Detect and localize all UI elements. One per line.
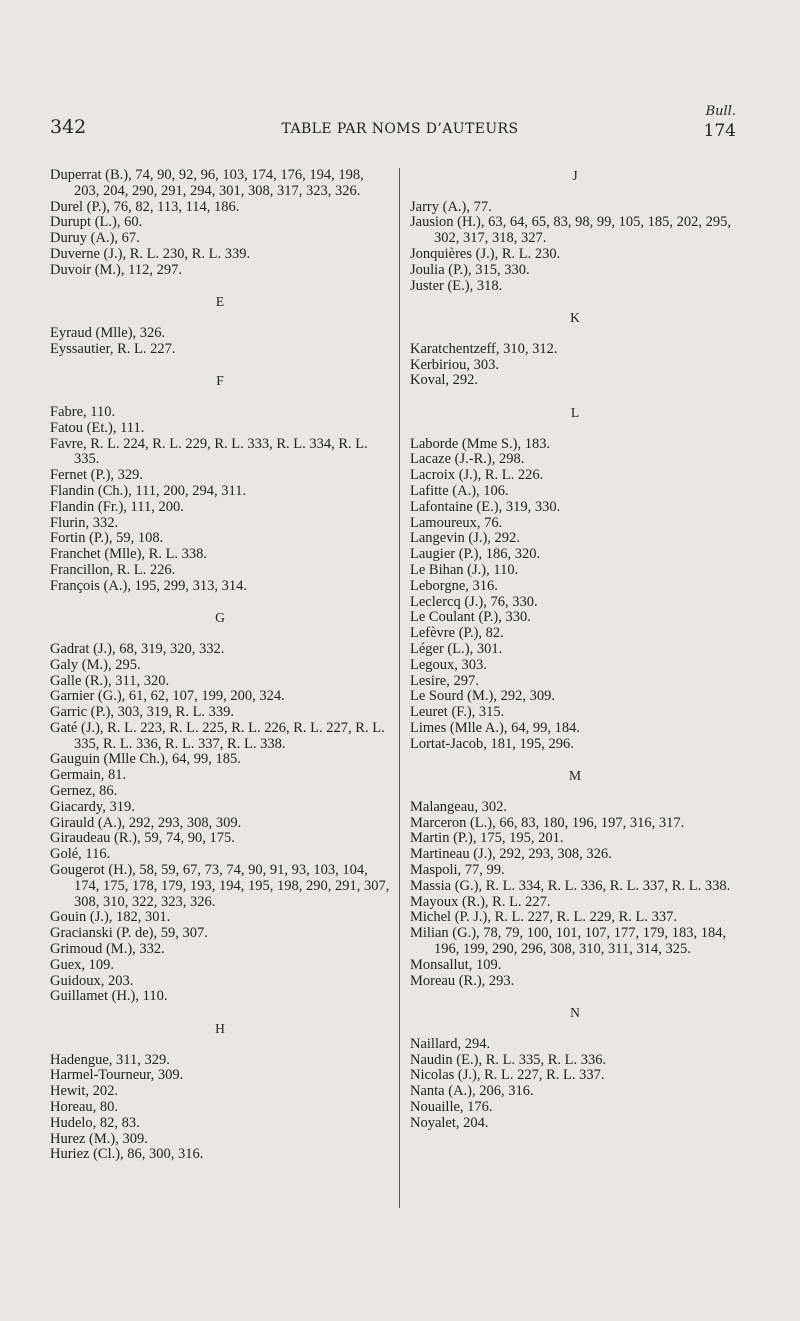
index-entry: Leclercq (J.), 76, 330. [410,593,538,610]
section-letter: E [215,294,225,310]
spacer [410,421,740,437]
index-entry: François (A.), 195, 299, 313, 314. [50,577,247,594]
index-entry: Hudelo, 82, 83. [50,1114,140,1131]
index-entry: Gougerot (H.), 58, 59, 67, 73, 74, 90, 91, 93, 103, 104, 174, 175, 178, 179, 193, 194, 195, 198, 290, 291, 307, 308, 310, 322, 323, 326. [50,862,390,910]
index-entry: Duruy (A.), 67. [50,230,140,247]
index-entry: Noyalet, 204. [410,1114,489,1131]
index-entry: Grimoud (M.), 332. [50,941,165,958]
spacer [50,310,390,326]
index-entry: Garric (P.), 303, 319, R. L. 339. [50,704,235,721]
index-entry: Karatchentzeff, 310, 312. [410,340,558,357]
index-entry: Garnier (G.), 61, 62, 107, 199, 200, 324. [50,688,285,705]
index-entry: Martin (P.), 175, 195, 201. [410,830,564,847]
index-entry: Martineau (J.), 292, 293, 308, 326. [410,846,612,863]
spacer [50,626,390,642]
index-entry: Durel (P.), 76, 82, 113, 114, 186. [50,198,240,215]
index-entry: Lefèvre (P.), 82. [410,625,504,642]
spacer [410,326,740,342]
index-entry: Lortat-Jacob, 181, 195, 296. [410,735,574,752]
index-entry: Juster (E.), 318. [410,277,503,294]
section-letter: J [572,168,578,183]
index-entry: Naillard, 294. [410,1035,491,1052]
page-number: 342 [50,116,87,138]
index-entry: Le Coulant (P.), 330. [410,609,531,626]
spacer [410,184,740,200]
index-entry: Fatou (Et.), 111. [50,419,145,436]
index-entry: Gernez, 86. [50,783,118,800]
index-entry: Durupt (L.), 60. [50,214,143,231]
index-entry: Guillamet (H.), 110. [50,988,168,1005]
index-entry: Germain, 81. [50,767,127,784]
index-entry: Galle (R.), 311, 320. [50,672,170,689]
volume-number: 174 [703,121,736,141]
index-entry: Fabre, 110. [50,403,116,420]
index-entry: Maspoli, 77, 99. [410,862,505,879]
spacer [50,1037,390,1053]
index-entry: Galy (M.), 295. [50,656,141,673]
index-entry: Massia (G.), R. L. 334, R. L. 336, R. L. 337, R. L. 338. [410,877,731,894]
index-entry: Duvoir (M.), 112, 297. [50,261,182,278]
section-letter: M [568,768,581,784]
spacer [410,389,740,405]
index-entry: Duperrat (B.), 74, 90, 92, 96, 103, 174, 176, 194, 198, 203, 204, 290, 291, 294, 301, 308, 317, 323, 326. [50,167,364,199]
index-entry: Leborgne, 316. [410,577,498,594]
index-entry: Hadengue, 311, 329. [50,1051,170,1068]
index-entry: Laugier (P.), 186, 320. [410,546,541,563]
section-letter: N [570,1005,580,1021]
spacer [410,294,740,310]
index-entry: Monsallut, 109. [410,956,502,973]
index-entry: Golé, 116. [50,846,111,863]
index-entry: Malangeau, 302. [410,798,508,815]
section-letter: G [215,610,225,626]
index-entry: Francillon, R. L. 226. [50,561,176,578]
index-entry: Franchet (Mlle), R. L. 338. [50,546,208,563]
index-entry: Eyssautier, R. L. 227. [50,340,176,357]
index-entry: Flandin (Fr.), 111, 200. [50,498,184,515]
index-entry: Koval, 292. [410,372,479,389]
index-entry: Leuret (F.), 315. [410,704,505,721]
spacer [410,989,740,1005]
index-entry: Eyraud (Mlle), 326. [50,324,166,341]
index-entry: Le Sourd (M.), 292, 309. [410,688,555,705]
column-divider [399,168,400,1208]
section-letter: F [216,373,224,389]
index-entry: Fernet (P.), 329. [50,467,144,484]
index-entry: Flurin, 332. [50,514,119,531]
index-entry: Legoux, 303. [410,656,487,673]
index-entry: Jonquières (J.), R. L. 230. [410,245,561,262]
spacer [410,784,740,800]
index-entry: Favre, R. L. 224, R. L. 229, R. L. 333, R. L. 334, R. L. 335. [50,435,368,468]
page-title: TABLE PAR NOMS D’AUTEURS [281,121,519,137]
index-entry: Nanta (A.), 206, 316. [410,1083,534,1100]
index-entry: Naudin (E.), R. L. 335, R. L. 336. [410,1051,607,1068]
index-entry: Mayoux (R.), R. L. 227. [410,893,551,910]
spacer [410,752,740,768]
index-entry: Horeau, 80. [50,1099,119,1116]
index-entry: Le Bihan (J.), 110. [410,561,519,578]
spacer [50,595,390,611]
index-entry: Lacaze (J.-R.), 298. [410,451,525,468]
section-letter: K [570,310,580,326]
index-entry: Kerbiriou, 303. [410,356,499,373]
spacer [50,279,390,295]
index-entry: Laborde (Mme S.), 183. [410,435,551,452]
index-entry: Lamoureux, 76. [410,514,503,531]
index-entry: Nicolas (J.), R. L. 227, R. L. 337. [410,1067,605,1084]
index-entry: Gadrat (J.), 68, 319, 320, 332. [50,640,225,657]
section-letter: L [570,404,580,420]
index-entry: Langevin (J.), 292. [410,530,520,547]
index-entry: Limes (Mlle A.), 64, 99, 184. [410,719,580,736]
index-entry: Lafontaine (E.), 319, 330. [410,498,561,515]
section-letter: H [215,1021,225,1037]
index-entry: Huriez (Cl.), 86, 300, 316. [50,1146,204,1163]
index-entry: Hewit, 202. [50,1083,119,1100]
spacer [410,1021,740,1037]
index-entry: Girauld (A.), 292, 293, 308, 309. [50,814,242,831]
spacer [50,358,390,374]
index-entry: Fortin (P.), 59, 108. [50,530,164,547]
index-entry: Gouin (J.), 182, 301. [50,909,171,926]
index-entry: Michel (P. J.), R. L. 227, R. L. 229, R. L. 337. [410,909,678,926]
bulletin-label: Bull. [705,104,736,119]
left-column [50,168,390,1163]
index-entry: Hurez (M.), 309. [50,1130,148,1147]
right-column [410,168,740,1132]
index-entry: Giacardy, 319. [50,798,135,815]
index-entry: Giraudeau (R.), 59, 74, 90, 175. [50,830,235,847]
index-entry: Jausion (H.), 63, 64, 65, 83, 98, 99, 105, 185, 202, 295, 302, 317, 318, 327. [410,214,732,247]
index-entry: Moreau (R.), 293. [410,972,515,989]
index-entry: Guidoux, 203. [50,972,134,989]
index-entry: Gracianski (P. de), 59, 307. [50,925,208,942]
index-entry: Lacroix (J.), R. L. 226. [410,467,544,484]
index-entry: Lafitte (A.), 106. [410,482,509,499]
index-entry: Joulia (P.), 315, 330. [410,261,530,278]
index-entry: Duverne (J.), R. L. 230, R. L. 339. [50,245,251,262]
index-entry: Léger (L.), 301. [410,640,503,657]
index-entry: Marceron (L.), 66, 83, 180, 196, 197, 316, 317. [410,814,685,831]
spacer [50,1005,390,1021]
index-entry: Guex, 109. [50,956,115,973]
index-entry: Gauguin (Mlle Ch.), 64, 99, 185. [50,751,241,768]
index-entry: Flandin (Ch.), 111, 200, 294, 311. [50,482,247,499]
index-entry: Jarry (A.), 77. [410,198,492,215]
index-entry: Harmel-Tourneur, 309. [50,1067,184,1084]
index-entry: Nouaille, 176. [410,1099,493,1116]
index-entry: Gaté (J.), R. L. 223, R. L. 225, R. L. 226, R. L. 227, R. L. 335, R. L. 336, R. L. 337, R. L. 338. [50,719,385,752]
spacer [50,389,390,405]
index-entry: Lesire, 297. [410,672,479,689]
index-entry: Milian (G.), 78, 79, 100, 101, 107, 177, 179, 183, 184, 196, 199, 290, 296, 308, 310, 311, 314, 325. [410,925,727,958]
